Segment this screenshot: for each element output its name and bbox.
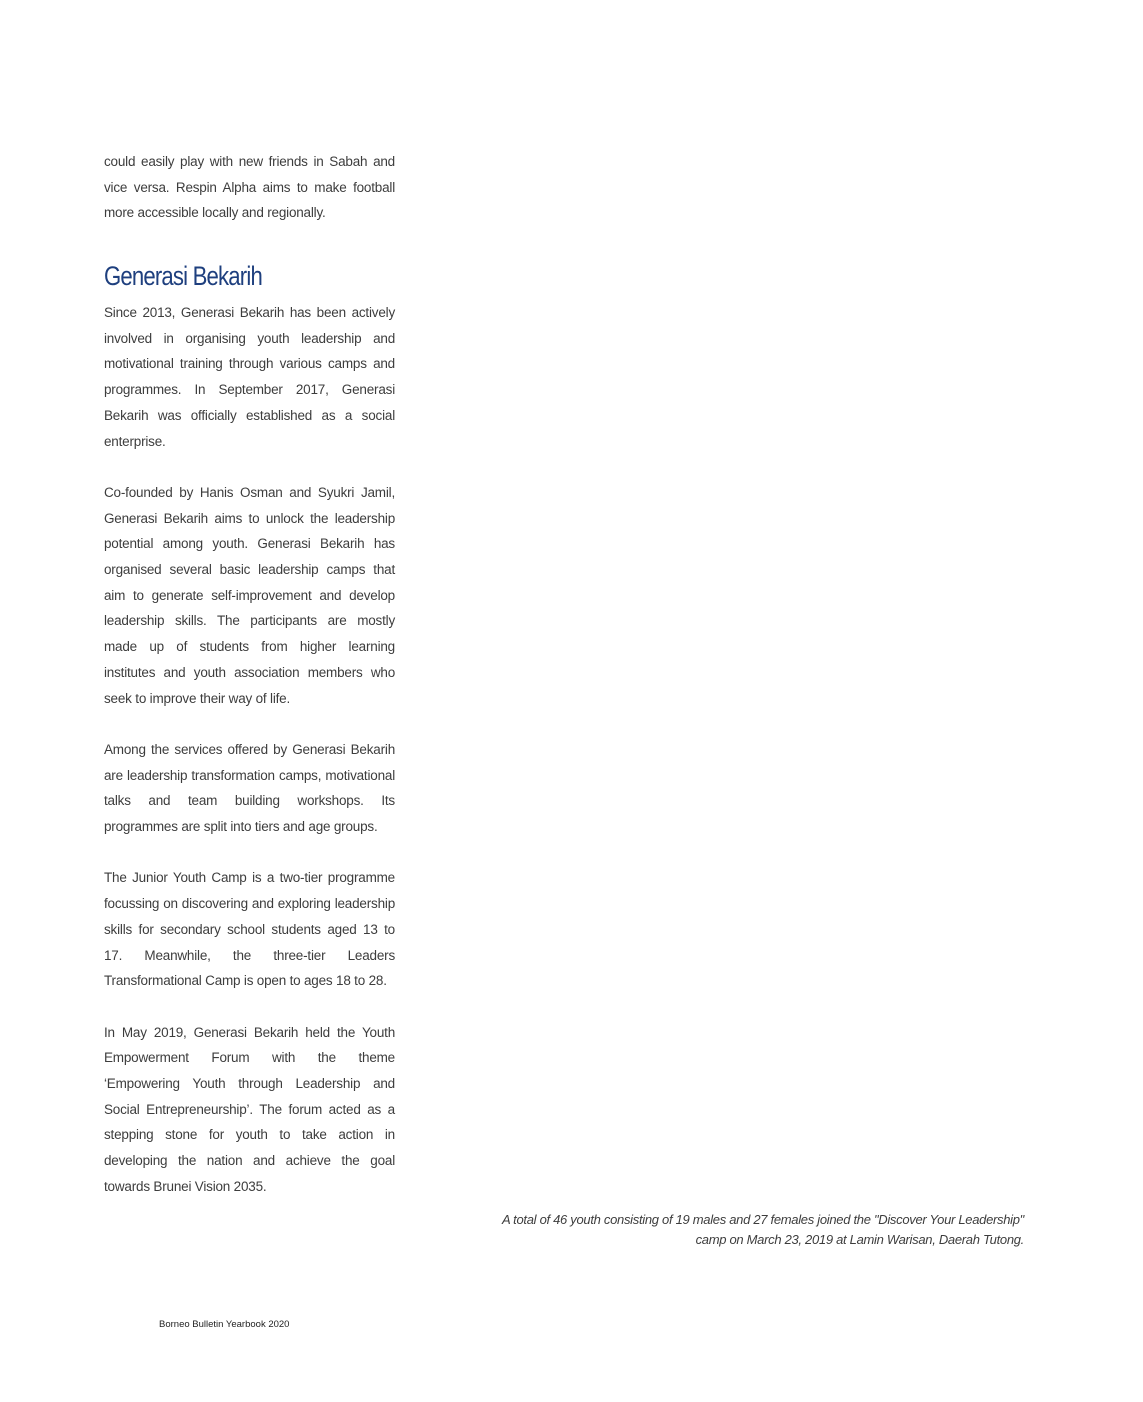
body-paragraph: In May 2019, Generasi Bekarih held the Youth Empowerment Forum with the theme ‘Empowering Youth through Leadership and Social Entrepreneurship’. The forum acted as a stepping stone for youth to take action in developing the nation and achieve the goal towards Brunei Vision 2035. — [104, 1024, 395, 1194]
intro-paragraph-block — [104, 149, 395, 226]
article-body — [104, 300, 395, 1200]
body-paragraph: Since 2013, Generasi Bekarih has been actively involved in organising youth leadership and motivational training through various camps and programmes. In September 2017, Generasi Bekarih was officially established as a social enterprise. — [104, 305, 395, 449]
body-paragraph: Co-founded by Hanis Osman and Syukri Jamil, Generasi Bekarih aims to unlock the leadership potential among youth. Generasi Bekarih has organised several basic leadership camps that aim to generate self-improvement and develop leadership skills. The participants are mostly made up of students from higher learning institutes and youth association members who seek to improve their way of life. — [104, 484, 395, 706]
caption-line: camp on March 23, 2019 at Lamin Warisan, Daerah Tutong. — [695, 1232, 1024, 1247]
body-paragraph: Among the services offered by Generasi Bekarih are leadership transformation camps, motivational talks and team building workshops. Its programmes are split into tiers and age groups. — [104, 741, 395, 835]
caption-line: A total of 46 youth consisting of 19 males and 27 females joined the "Discover Your Leadership" — [501, 1212, 1024, 1227]
photo-caption — [440, 1210, 1024, 1250]
section-heading: Generasi Bekarih — [104, 261, 262, 291]
intro-paragraph: could easily play with new friends in Sabah and vice versa. Respin Alpha aims to make football more accessible locally and regionally. — [104, 154, 395, 221]
footer-publication: Borneo Bulletin Yearbook 2020 — [159, 1319, 290, 1330]
body-paragraph: The Junior Youth Camp is a two-tier programme focussing on discovering and exploring leadership skills for secondary school students aged 13 to 17. Meanwhile, the three-tier Leaders Transformational Camp is open to ages 18 to 28. — [104, 870, 395, 989]
